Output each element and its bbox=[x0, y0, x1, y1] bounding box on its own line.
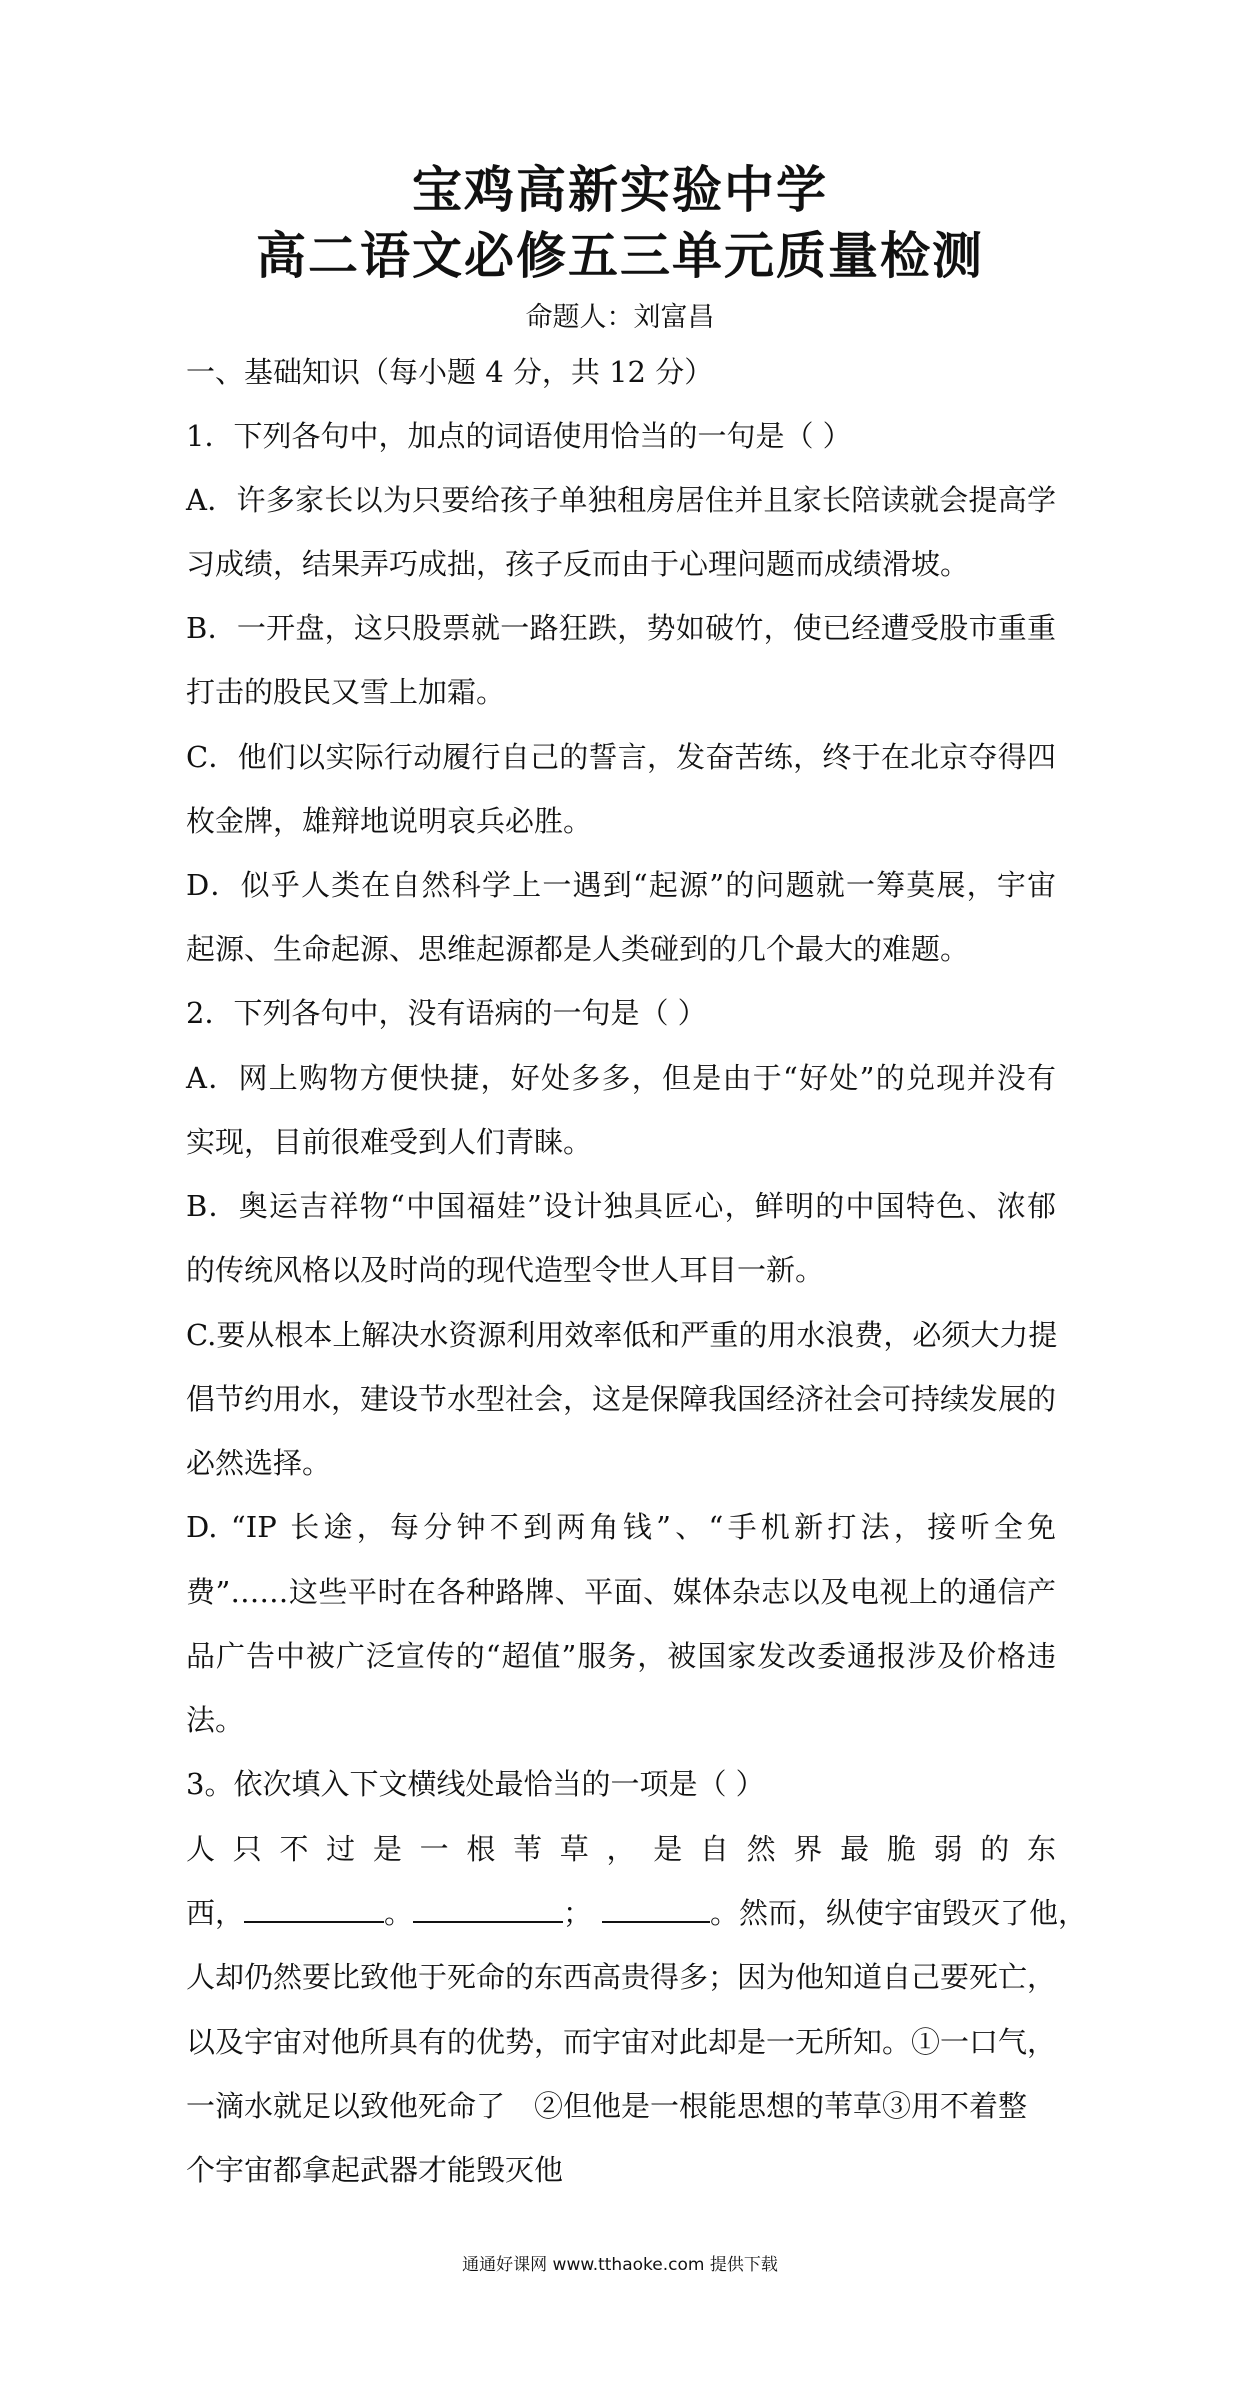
footer-credit: 通通好课网 www.tthaoke.com 提供下载 bbox=[462, 2255, 778, 2275]
q2-option-d-line3: 品广告中被广泛宣传的“超值”服务，被国家发改委通报涉及价格违 bbox=[186, 1639, 1056, 1673]
q1-option-b-line1: B．一开盘，这只股票就一路狂跌，势如破竹，使已经遭受股市重重 bbox=[186, 611, 1056, 645]
fill-blank-3[interactable] bbox=[602, 1895, 710, 1923]
q3-passage-line3: 人却仍然要比致他于死命的东西高贵得多；因为他知道自己要死亡， bbox=[186, 1960, 1057, 1994]
q2-option-b-line2: 的传统风格以及时尚的现代造型令世人耳目一新。 bbox=[186, 1253, 825, 1287]
school-name: 宝鸡高新实验中学 bbox=[412, 160, 828, 219]
section-heading: 一、基础知识（每小题 4 分，共 12 分） bbox=[186, 355, 714, 389]
q3-passage-line1: 人只不过是一根苇草，是自然界最脆弱的东 bbox=[186, 1832, 1056, 1866]
q1-option-b-line2: 打击的股民又雪上加霜。 bbox=[186, 675, 506, 709]
q1-option-c-line2: 枚金牌，雄辩地说明哀兵必胜。 bbox=[186, 804, 593, 838]
fill-blank-1[interactable] bbox=[244, 1895, 384, 1923]
q3-passage-line6: 个宇宙都拿起武器才能毁灭他 bbox=[186, 2153, 564, 2187]
q3-blank-separator-1: 。 bbox=[384, 1896, 414, 1930]
q3-passage-line2-end: 。然而，纵使宇宙毁灭了他， bbox=[710, 1896, 1088, 1930]
q1-option-d-line2: 起源、生命起源、思维起源都是人类碰到的几个最大的难题。 bbox=[186, 932, 970, 966]
q2-option-d-line1: D. “IP 长途，每分钟不到两角钱”、“手机新打法，接听全免 bbox=[186, 1510, 1056, 1544]
q1-option-a-line1: A．许多家长以为只要给孩子单独租房居住并且家长陪读就会提高学 bbox=[186, 483, 1056, 517]
q2-option-c-line2: 倡节约用水，建设节水型社会，这是保障我国经济社会可持续发展的 bbox=[186, 1382, 1057, 1416]
q1-option-d-line1: D．似乎人类在自然科学上一遇到“起源”的问题就一筹莫展，宇宙 bbox=[186, 868, 1056, 902]
q1-stem: 1．下列各句中，加点的词语使用恰当的一句是（ ） bbox=[186, 419, 852, 453]
q3-passage-line5: 一滴水就足以致他死命了 ②但他是一根能思想的苇草③用不着整 bbox=[186, 2089, 1028, 2123]
q1-option-c-line1: C．他们以实际行动履行自己的誓言，发奋苦练，终于在北京夺得四 bbox=[186, 740, 1056, 774]
q1-option-a-line2: 习成绩，结果弄巧成拙，孩子反而由于心理问题而成绩滑坡。 bbox=[186, 547, 970, 581]
q2-option-b-line1: B．奥运吉祥物“中国福娃”设计独具匠心，鲜明的中国特色、浓郁 bbox=[186, 1189, 1056, 1223]
q2-stem: 2．下列各句中，没有语病的一句是（ ） bbox=[186, 996, 707, 1030]
q3-stem: 3。依次填入下文横线处最恰当的一项是（ ） bbox=[186, 1767, 765, 1801]
q2-option-d-line4: 法。 bbox=[186, 1703, 245, 1737]
q3-passage-line2-start: 西， bbox=[186, 1896, 245, 1930]
q2-option-d-line2: 费”……这些平时在各种路牌、平面、媒体杂志以及电视上的通信产 bbox=[186, 1575, 1056, 1609]
fill-blank-2[interactable] bbox=[413, 1895, 563, 1923]
author-line: 命题人：刘富昌 bbox=[525, 302, 715, 333]
q2-option-c-line1: C.要从根本上解决水资源利用效率低和严重的用水浪费，必须大力提 bbox=[186, 1318, 1058, 1352]
q3-blank-separator-2: ； bbox=[563, 1896, 593, 1930]
q2-option-a-line1: A．网上购物方便快捷，好处多多，但是由于“好处”的兑现并没有 bbox=[186, 1061, 1056, 1095]
q3-passage-line2 bbox=[186, 1893, 1088, 1933]
q2-option-a-line2: 实现，目前很难受到人们青睐。 bbox=[186, 1125, 593, 1159]
q3-passage-line4: 以及宇宙对他所具有的优势，而宇宙对此却是一无所知。①一口气， bbox=[186, 2025, 1057, 2059]
q2-option-c-line3: 必然选择。 bbox=[186, 1446, 332, 1480]
exam-title: 高二语文必修五三单元质量检测 bbox=[256, 226, 984, 285]
